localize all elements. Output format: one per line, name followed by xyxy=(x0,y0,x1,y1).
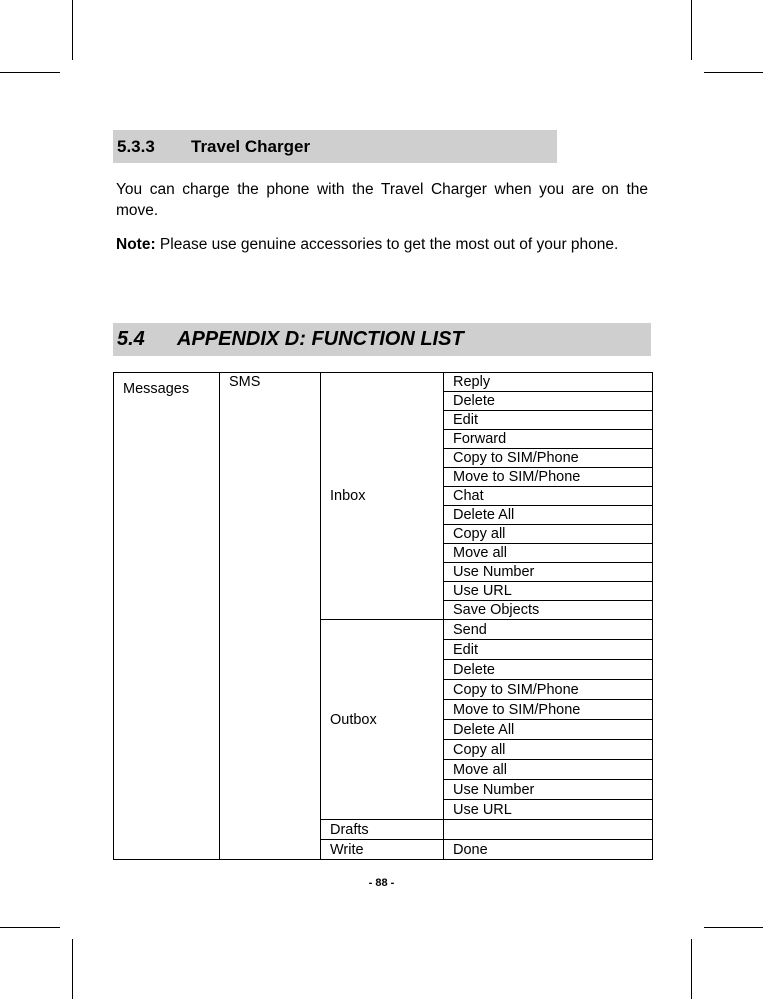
note-text: Please use genuine accessories to get the most out of your phone. xyxy=(155,236,619,253)
outbox-item: Copy to SIM/Phone xyxy=(444,680,653,700)
inbox-item: Move to SIM/Phone xyxy=(444,468,653,487)
crop-mark xyxy=(0,72,60,73)
outbox-item: Use URL xyxy=(444,800,653,820)
appendix-heading xyxy=(113,323,651,356)
outbox-item: Send xyxy=(444,620,653,640)
inbox-item: Edit xyxy=(444,411,653,430)
inbox-item: Use Number xyxy=(444,563,653,582)
section-title: Travel Charger xyxy=(191,137,311,156)
crop-mark xyxy=(691,0,692,60)
inbox-item: Move all xyxy=(444,544,653,563)
inbox-item: Delete All xyxy=(444,506,653,525)
submenu-drafts: Drafts xyxy=(321,820,444,840)
crop-mark xyxy=(72,0,73,60)
section-heading xyxy=(113,130,557,163)
inbox-item: Forward xyxy=(444,430,653,449)
inbox-item: Copy to SIM/Phone xyxy=(444,449,653,468)
crop-mark xyxy=(704,927,763,928)
drafts-item xyxy=(444,820,653,840)
write-item: Done xyxy=(444,840,653,860)
appendix-number: 5.4 xyxy=(117,328,145,350)
submenu-inbox: Inbox xyxy=(321,373,444,620)
inbox-item: Reply xyxy=(444,373,653,392)
inbox-item: Delete xyxy=(444,392,653,411)
menu-sms: SMS xyxy=(220,373,321,860)
outbox-item: Move all xyxy=(444,760,653,780)
submenu-outbox: Outbox xyxy=(321,620,444,820)
outbox-item: Delete xyxy=(444,660,653,680)
inbox-item: Use URL xyxy=(444,582,653,601)
paragraph-travel-charger: You can charge the phone with the Travel Charger when you are on the move. xyxy=(116,181,648,219)
appendix-title: APPENDIX D: FUNCTION LIST xyxy=(177,328,464,350)
outbox-item: Move to SIM/Phone xyxy=(444,700,653,720)
page-number: - 88 - xyxy=(368,877,395,889)
function-list-table xyxy=(113,372,653,860)
note-label: Note: xyxy=(116,236,156,253)
inbox-item: Save Objects xyxy=(444,601,653,620)
outbox-item: Delete All xyxy=(444,720,653,740)
crop-mark xyxy=(691,939,692,999)
note-paragraph xyxy=(116,234,648,255)
table-row xyxy=(114,373,653,392)
crop-mark xyxy=(72,939,73,999)
menu-messages: Messages xyxy=(114,373,220,860)
outbox-item: Use Number xyxy=(444,780,653,800)
crop-mark xyxy=(704,72,763,73)
crop-mark xyxy=(0,927,60,928)
outbox-item: Copy all xyxy=(444,740,653,760)
inbox-item: Copy all xyxy=(444,525,653,544)
outbox-item: Edit xyxy=(444,640,653,660)
inbox-item: Chat xyxy=(444,487,653,506)
section-number: 5.3.3 xyxy=(117,137,155,156)
submenu-write: Write xyxy=(321,840,444,860)
